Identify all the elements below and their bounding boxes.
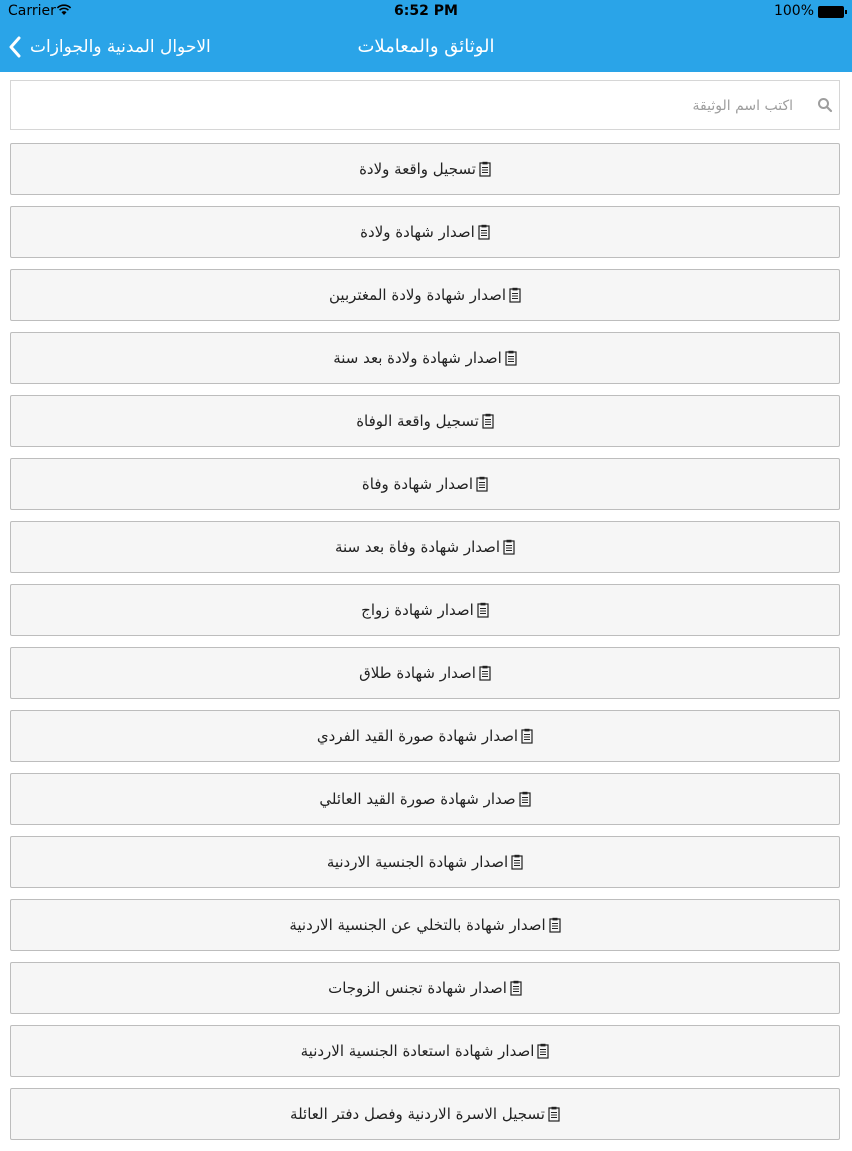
- search-icon: [817, 97, 833, 113]
- battery-icon: [818, 6, 844, 18]
- list-item[interactable]: [10, 710, 840, 762]
- list-item-label: اصدار شهادة زواج: [361, 601, 474, 619]
- list-item[interactable]: [10, 773, 840, 825]
- list-item[interactable]: [10, 1025, 840, 1077]
- clipboard-icon: [477, 602, 489, 618]
- clipboard-icon: [509, 287, 521, 303]
- list-item[interactable]: [10, 521, 840, 573]
- list-item-label: اصدار شهادة ولادة: [360, 223, 475, 241]
- list-item[interactable]: [10, 962, 840, 1014]
- list-item[interactable]: [10, 647, 840, 699]
- list-item-label: اصدار شهادة صورة القيد الفردي: [316, 727, 519, 745]
- clipboard-icon: [479, 665, 491, 681]
- page-title: الوثائق والمعاملات: [357, 36, 495, 57]
- list-item-label: تسجيل الاسرة الاردنية وفصل دفتر العائلة: [290, 1105, 545, 1123]
- list-item-label: صدار شهادة صورة القيد العائلي: [319, 790, 516, 808]
- clipboard-icon: [548, 1106, 560, 1122]
- clipboard-icon: [511, 854, 523, 870]
- documents-list: [10, 143, 842, 1151]
- navigation-bar: [0, 22, 852, 72]
- list-item[interactable]: [10, 584, 840, 636]
- list-item[interactable]: [10, 143, 840, 195]
- list-item-label: اصدار شهادة تجنس الزوجات: [328, 979, 507, 997]
- clipboard-icon: [505, 350, 517, 366]
- list-item-label: تسجيل واقعة ولادة: [359, 160, 476, 178]
- list-item[interactable]: [10, 1088, 840, 1140]
- list-item-label: اصدار شهادة ولادة المغتربين: [329, 286, 506, 304]
- clipboard-icon: [521, 728, 533, 744]
- list-item[interactable]: [10, 458, 840, 510]
- list-item-label: اصدار شهادة وفاة: [361, 475, 474, 493]
- clipboard-icon: [537, 1043, 549, 1059]
- list-item-label: اصدار شهادة طلاق: [359, 664, 476, 682]
- list-item-label: اصدار شهادة استعادة الجنسية الاردنية: [300, 1042, 535, 1060]
- clipboard-icon: [503, 539, 515, 555]
- clipboard-icon: [478, 224, 490, 240]
- list-item[interactable]: [10, 899, 840, 951]
- clipboard-icon: [519, 791, 531, 807]
- clipboard-icon: [549, 917, 561, 933]
- back-button-label: الاحوال المدنية والجوازات: [30, 37, 211, 57]
- status-bar: [0, 0, 852, 22]
- clipboard-icon: [479, 161, 491, 177]
- list-item-label: اصدار شهادة بالتخلي عن الجنسية الاردنية: [289, 916, 546, 934]
- list-item-label: تسجيل واقعة الوفاة: [356, 412, 479, 430]
- list-item[interactable]: [10, 332, 840, 384]
- list-item[interactable]: [10, 269, 840, 321]
- search-input[interactable]: [21, 81, 795, 131]
- list-item[interactable]: [10, 836, 840, 888]
- search-bar: [10, 80, 840, 130]
- clipboard-icon: [510, 980, 522, 996]
- list-item-label: اصدار شهادة ولادة بعد سنة: [333, 349, 502, 367]
- list-item[interactable]: [10, 206, 840, 258]
- status-time: 6:52 PM: [394, 3, 458, 19]
- list-item-label: اصدار شهادة وفاة بعد سنة: [334, 538, 501, 556]
- clipboard-icon: [476, 476, 488, 492]
- list-item-label: اصدار شهادة الجنسية الاردنية: [326, 853, 509, 871]
- clipboard-icon: [482, 413, 494, 429]
- battery-percent: 100%: [773, 3, 814, 19]
- carrier-label: Carrier: [8, 3, 56, 19]
- list-item[interactable]: [10, 395, 840, 447]
